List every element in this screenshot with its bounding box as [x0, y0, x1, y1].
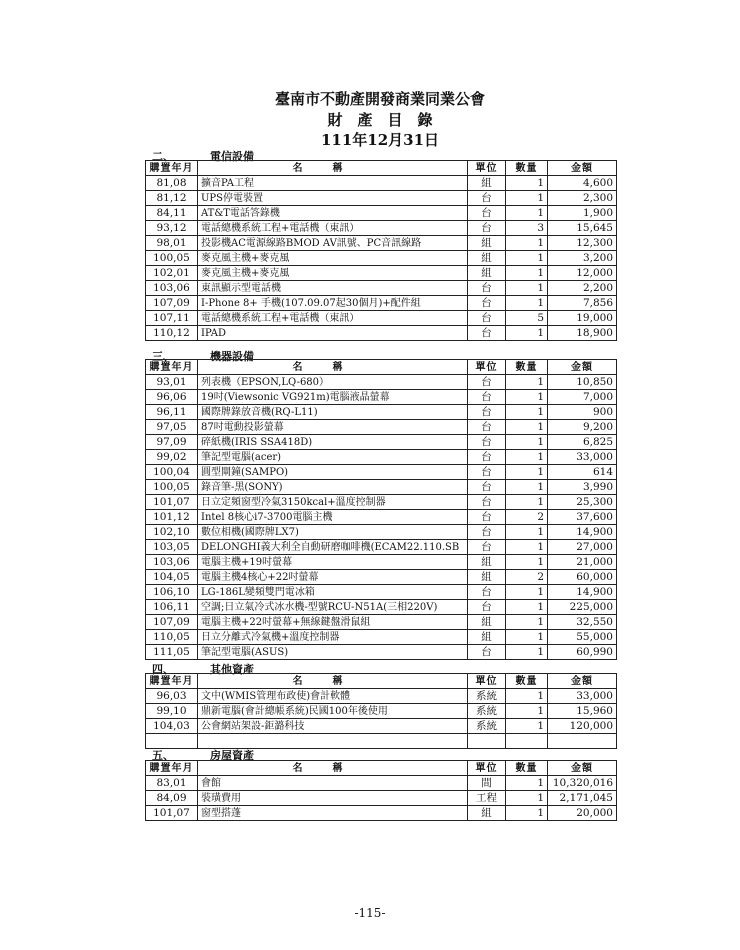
table-row	[146, 296, 617, 311]
purchase-date-cell: 83,01	[146, 776, 198, 791]
table-row	[146, 221, 617, 236]
quantity-cell: 1	[506, 435, 548, 450]
unit-cell: 台	[468, 480, 506, 495]
item-name-cell: 電話總機系統工程+電話機（東訊）	[198, 221, 468, 236]
table-row	[146, 191, 617, 206]
purchase-date-cell: 104,05	[146, 570, 198, 585]
property-table	[145, 359, 617, 660]
amount-header: 金額	[548, 761, 617, 776]
table-row	[146, 176, 617, 191]
amount-cell: 10,850	[548, 375, 617, 390]
purchase-date-cell: 99,02	[146, 450, 198, 465]
purchase-date-cell: 103,06	[146, 555, 198, 570]
qty-header: 數量	[506, 761, 548, 776]
unit-cell: 台	[468, 405, 506, 420]
table-row	[146, 806, 617, 821]
quantity-cell: 1	[506, 600, 548, 615]
date-header: 購置年月	[146, 674, 198, 689]
purchase-date-cell: 93,01	[146, 375, 198, 390]
purchase-date-cell: 99,10	[146, 704, 198, 719]
quantity-cell: 1	[506, 266, 548, 281]
amount-cell: 20,000	[548, 806, 617, 821]
item-name-cell: 圓型閘鐘(SAMPO)	[198, 465, 468, 480]
amount-cell: 6,825	[548, 435, 617, 450]
item-name-cell: 列表機（EPSON,LQ-680）	[198, 375, 468, 390]
item-name-cell: 空調;日立氣冷式冰水機-型號RCU-N51A(三相220V)	[198, 600, 468, 615]
amount-cell: 3,200	[548, 251, 617, 266]
purchase-date-cell: 100,05	[146, 251, 198, 266]
quantity-cell: 1	[506, 450, 548, 465]
item-name-cell: I-Phone 8+ 手機(107.09.07起30個月)+配件組	[198, 296, 468, 311]
quantity-cell: 1	[506, 615, 548, 630]
purchase-date-cell: 97,05	[146, 420, 198, 435]
table-row	[146, 435, 617, 450]
purchase-date-cell: 100,04	[146, 465, 198, 480]
item-name-cell: 電腦主機4核心+22吋螢幕	[198, 570, 468, 585]
purchase-date-cell: 96,03	[146, 689, 198, 704]
item-name-cell: 公會網站架設-鉅潞科技	[198, 719, 468, 734]
item-name-cell: 電腦主機+22吋螢幕+無線鍵盤滑鼠組	[198, 615, 468, 630]
purchase-date-cell: 110,05	[146, 630, 198, 645]
unit-cell: 系統	[468, 704, 506, 719]
amount-header: 金額	[548, 360, 617, 375]
amount-cell: 2,300	[548, 191, 617, 206]
unit-cell: 台	[468, 420, 506, 435]
quantity-cell: 1	[506, 630, 548, 645]
item-name-cell: 電腦主機+19吋螢幕	[198, 555, 468, 570]
table-row	[146, 390, 617, 405]
item-name-cell: 筆記型電腦(ASUS)	[198, 645, 468, 660]
unit-cell: 台	[468, 450, 506, 465]
table-row	[146, 405, 617, 420]
table-row	[146, 510, 617, 525]
table-row	[146, 615, 617, 630]
item-name-cell: 裝璜費用	[198, 791, 468, 806]
table-row	[146, 375, 617, 390]
amount-cell: 10,320,016	[548, 776, 617, 791]
amount-cell: 2,171,045	[548, 791, 617, 806]
purchase-date-cell: 103,05	[146, 540, 198, 555]
section-title: 房屋資產	[210, 749, 254, 762]
unit-cell: 台	[468, 495, 506, 510]
quantity-cell: 1	[506, 645, 548, 660]
table-row	[146, 465, 617, 480]
amount-cell: 27,000	[548, 540, 617, 555]
document-date: 111年12月31日	[320, 131, 440, 149]
property-table	[145, 760, 617, 821]
unit-cell: 台	[468, 645, 506, 660]
item-name-cell: 19吋(Viewsonic VG921m)電腦液晶螢幕	[198, 390, 468, 405]
table-row	[146, 776, 617, 791]
unit-cell: 組	[468, 176, 506, 191]
purchase-date-cell: 107,11	[146, 311, 198, 326]
table-row	[146, 326, 617, 341]
item-name-cell: 麥克風主機+麥克風	[198, 251, 468, 266]
quantity-cell: 1	[506, 420, 548, 435]
unit-cell: 組	[468, 555, 506, 570]
amount-header: 金額	[548, 161, 617, 176]
quantity-cell: 1	[506, 689, 548, 704]
section-title: 電信設備	[210, 150, 254, 163]
property-table	[145, 160, 617, 341]
purchase-date-cell: 111,05	[146, 645, 198, 660]
item-name-cell: Intel 8核心i7-3700電腦主機	[198, 510, 468, 525]
purchase-date-cell: 101,07	[146, 806, 198, 821]
table-row	[146, 420, 617, 435]
amount-cell: 60,990	[548, 645, 617, 660]
quantity-cell: 2	[506, 510, 548, 525]
item-name-cell: DELONGHI義大利全自動研磨咖啡機(ECAM22.110.SB	[198, 540, 468, 555]
purchase-date-cell: 107,09	[146, 296, 198, 311]
quantity-cell: 1	[506, 206, 548, 221]
table-row	[146, 251, 617, 266]
item-name-cell: UPS停電裝置	[198, 191, 468, 206]
item-name-cell: AT&T電話答錄機	[198, 206, 468, 221]
amount-cell: 1,900	[548, 206, 617, 221]
unit-header: 單位	[468, 360, 506, 375]
quantity-cell: 1	[506, 296, 548, 311]
purchase-date-cell: 81,08	[146, 176, 198, 191]
table-header-row	[146, 761, 617, 776]
unit-header: 單位	[468, 674, 506, 689]
purchase-date-cell: 96,11	[146, 405, 198, 420]
section-number: 五、	[152, 749, 174, 762]
table-row	[146, 281, 617, 296]
item-name-cell: 會館	[198, 776, 468, 791]
purchase-date-cell: 104,03	[146, 719, 198, 734]
document-subtitle: 財 產 目 錄	[327, 111, 433, 129]
amount-cell: 12,300	[548, 236, 617, 251]
item-name-cell: 東訊顯示型電話機	[198, 281, 468, 296]
amount-cell: 120,000	[548, 719, 617, 734]
table-row	[146, 540, 617, 555]
qty-header: 數量	[506, 161, 548, 176]
quantity-cell: 1	[506, 480, 548, 495]
amount-cell: 7,856	[548, 296, 617, 311]
purchase-date-cell: 103,06	[146, 281, 198, 296]
unit-cell: 台	[468, 191, 506, 206]
table-row	[146, 600, 617, 615]
item-name-cell: 鼎新電腦(會計總帳系統)民國100年後使用	[198, 704, 468, 719]
item-name-cell: 國際牌錄放音機(RQ-L11)	[198, 405, 468, 420]
item-name-cell: 日立定頻窗型冷氣3150kcal+溫度控制器	[198, 495, 468, 510]
table-row	[146, 311, 617, 326]
table-header-row	[146, 360, 617, 375]
quantity-cell: 1	[506, 555, 548, 570]
unit-header: 單位	[468, 161, 506, 176]
quantity-cell: 1	[506, 525, 548, 540]
section-title: 機器設備	[210, 350, 254, 363]
unit-cell: 台	[468, 510, 506, 525]
purchase-date-cell: 101,12	[146, 510, 198, 525]
purchase-date-cell: 84,11	[146, 206, 198, 221]
purchase-date-cell: 106,10	[146, 585, 198, 600]
table-header-row	[146, 674, 617, 689]
item-name-cell: 文中(WMIS管理布政使)會計軟體	[198, 689, 468, 704]
unit-cell: 台	[468, 206, 506, 221]
amount-cell: 900	[548, 405, 617, 420]
quantity-cell: 1	[506, 806, 548, 821]
amount-cell: 21,000	[548, 555, 617, 570]
item-name-cell: LG-186L變頻雙門電冰箱	[198, 585, 468, 600]
quantity-cell	[506, 734, 548, 749]
section-number: 二、	[152, 150, 174, 163]
item-name-cell: 日立分離式冷氣機+溫度控制器	[198, 630, 468, 645]
table-row	[146, 570, 617, 585]
amount-cell: 614	[548, 465, 617, 480]
amount-cell: 4,600	[548, 176, 617, 191]
quantity-cell: 1	[506, 540, 548, 555]
unit-cell: 台	[468, 585, 506, 600]
unit-cell: 台	[468, 326, 506, 341]
quantity-cell: 1	[506, 375, 548, 390]
section-title: 其他資產	[210, 663, 254, 676]
quantity-cell: 1	[506, 236, 548, 251]
table-row	[146, 555, 617, 570]
quantity-cell: 3	[506, 221, 548, 236]
item-name-cell: 數位相機(國際牌LX7)	[198, 525, 468, 540]
unit-cell: 台	[468, 221, 506, 236]
purchase-date-cell: 110,12	[146, 326, 198, 341]
unit-cell: 台	[468, 600, 506, 615]
date-header: 購置年月	[146, 761, 198, 776]
page-number: -115-	[354, 906, 386, 920]
name-header: 名稱	[198, 674, 468, 689]
table-row	[146, 689, 617, 704]
unit-cell: 組	[468, 615, 506, 630]
section-number: 四、	[152, 663, 174, 676]
table-row	[146, 585, 617, 600]
purchase-date-cell: 101,07	[146, 495, 198, 510]
unit-cell: 台	[468, 311, 506, 326]
quantity-cell: 5	[506, 311, 548, 326]
item-name-cell: 窗型搭蓬	[198, 806, 468, 821]
amount-cell: 9,200	[548, 420, 617, 435]
unit-cell: 組	[468, 806, 506, 821]
amount-cell: 225,000	[548, 600, 617, 615]
amount-cell: 14,900	[548, 585, 617, 600]
table-row	[146, 236, 617, 251]
unit-cell: 組	[468, 570, 506, 585]
amount-cell: 37,600	[548, 510, 617, 525]
quantity-cell: 1	[506, 719, 548, 734]
purchase-date-cell: 100,05	[146, 480, 198, 495]
section-number: 三、	[152, 350, 174, 363]
purchase-date-cell: 106,11	[146, 600, 198, 615]
quantity-cell: 1	[506, 176, 548, 191]
amount-cell: 3,990	[548, 480, 617, 495]
purchase-date-cell: 98,01	[146, 236, 198, 251]
purchase-date-cell: 97,09	[146, 435, 198, 450]
amount-cell: 32,550	[548, 615, 617, 630]
purchase-date-cell: 93,12	[146, 221, 198, 236]
unit-cell: 組	[468, 266, 506, 281]
name-header: 名稱	[198, 161, 468, 176]
unit-cell: 台	[468, 390, 506, 405]
amount-cell: 33,000	[548, 450, 617, 465]
item-name-cell: 麥克風主機+麥克風	[198, 266, 468, 281]
unit-cell: 台	[468, 375, 506, 390]
quantity-cell: 1	[506, 704, 548, 719]
amount-cell	[548, 734, 617, 749]
item-name-cell: 87吋電動投影螢幕	[198, 420, 468, 435]
unit-cell: 台	[468, 525, 506, 540]
purchase-date-cell: 81,12	[146, 191, 198, 206]
quantity-cell: 1	[506, 495, 548, 510]
amount-cell: 15,645	[548, 221, 617, 236]
amount-cell: 33,000	[548, 689, 617, 704]
unit-cell: 系統	[468, 689, 506, 704]
item-name-cell: 電話總機系統工程+電話機（東訊）	[198, 311, 468, 326]
quantity-cell: 1	[506, 405, 548, 420]
amount-cell: 25,300	[548, 495, 617, 510]
table-row	[146, 450, 617, 465]
date-header: 購置年月	[146, 161, 198, 176]
unit-cell: 台	[468, 435, 506, 450]
quantity-cell: 1	[506, 281, 548, 296]
purchase-date-cell: 102,01	[146, 266, 198, 281]
unit-cell: 組	[468, 236, 506, 251]
amount-cell: 12,000	[548, 266, 617, 281]
table-row	[146, 495, 617, 510]
unit-cell: 組	[468, 251, 506, 266]
amount-cell: 60,000	[548, 570, 617, 585]
unit-cell: 台	[468, 540, 506, 555]
table-row	[146, 525, 617, 540]
purchase-date-cell: 96,06	[146, 390, 198, 405]
amount-header: 金額	[548, 674, 617, 689]
quantity-cell: 1	[506, 191, 548, 206]
amount-cell: 14,900	[548, 525, 617, 540]
amount-cell: 19,000	[548, 311, 617, 326]
quantity-cell: 1	[506, 251, 548, 266]
name-header: 名稱	[198, 761, 468, 776]
quantity-cell: 1	[506, 791, 548, 806]
item-name-cell: 擴音PA工程	[198, 176, 468, 191]
item-name-cell: 投影機AC電源線路BMOD AV訊號、PC音訊線路	[198, 236, 468, 251]
unit-header: 單位	[468, 761, 506, 776]
name-header: 名稱	[198, 360, 468, 375]
table-row	[146, 266, 617, 281]
unit-cell: 組	[468, 630, 506, 645]
amount-cell: 7,000	[548, 390, 617, 405]
purchase-date-cell: 107,09	[146, 615, 198, 630]
table-row	[146, 206, 617, 221]
item-name-cell: 筆記型電腦(acer)	[198, 450, 468, 465]
purchase-date-cell: 102,10	[146, 525, 198, 540]
amount-cell: 18,900	[548, 326, 617, 341]
quantity-cell: 1	[506, 390, 548, 405]
unit-cell	[468, 734, 506, 749]
table-header-row	[146, 161, 617, 176]
quantity-cell: 1	[506, 585, 548, 600]
amount-cell: 2,200	[548, 281, 617, 296]
quantity-cell: 2	[506, 570, 548, 585]
table-row	[146, 704, 617, 719]
unit-cell: 台	[468, 281, 506, 296]
qty-header: 數量	[506, 674, 548, 689]
unit-cell: 工程	[468, 791, 506, 806]
quantity-cell: 1	[506, 465, 548, 480]
amount-cell: 15,960	[548, 704, 617, 719]
table-row	[146, 791, 617, 806]
quantity-cell: 1	[506, 776, 548, 791]
table-row	[146, 480, 617, 495]
unit-cell: 台	[468, 465, 506, 480]
quantity-cell: 1	[506, 326, 548, 341]
table-row	[146, 719, 617, 734]
amount-cell: 55,000	[548, 630, 617, 645]
unit-cell: 台	[468, 296, 506, 311]
unit-cell: 系統	[468, 719, 506, 734]
item-name-cell: 碎紙機(IRIS SSA418D)	[198, 435, 468, 450]
unit-cell: 間	[468, 776, 506, 791]
date-header: 購置年月	[146, 360, 198, 375]
table-row	[146, 630, 617, 645]
org-title: 臺南市不動產開發商業同業公會	[274, 90, 485, 108]
property-table	[145, 673, 617, 749]
qty-header: 數量	[506, 360, 548, 375]
purchase-date-cell: 84,09	[146, 791, 198, 806]
item-name-cell: 錄音筆-黑(SONY)	[198, 480, 468, 495]
item-name-cell: IPAD	[198, 326, 468, 341]
table-row	[146, 645, 617, 660]
